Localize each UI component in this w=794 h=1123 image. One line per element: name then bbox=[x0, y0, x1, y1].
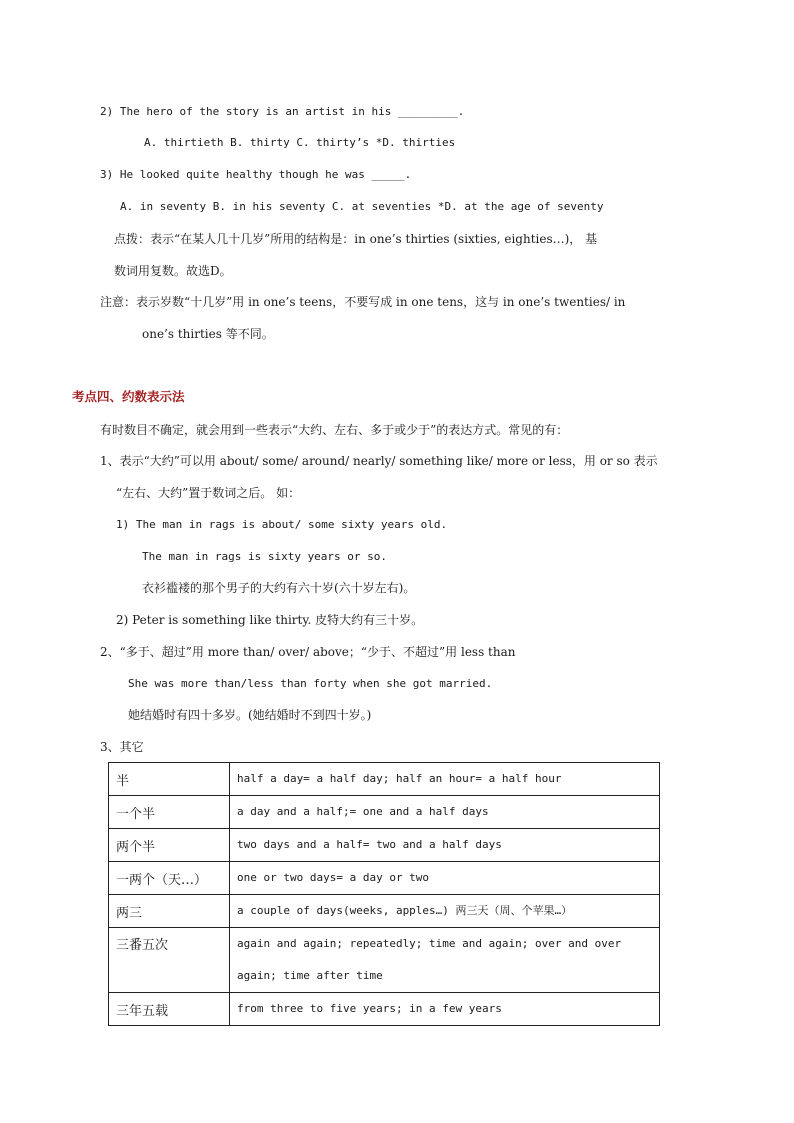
point-2-english: She was more than/less than forty when she got married. bbox=[128, 677, 493, 690]
table-term: 两三 bbox=[109, 895, 230, 928]
table-row bbox=[109, 763, 660, 796]
tip-line-1: 点拨：表示“在某人几十几岁”所用的结构是：in one’s thirties (sixties, eighties…)， 基 bbox=[114, 232, 598, 246]
example-1-english-1: 1) The man in rags is about/ some sixty years old. bbox=[116, 518, 448, 531]
point-1-line-2: “左右、大约”置于数词之后。 如： bbox=[116, 486, 301, 500]
table-row bbox=[109, 895, 660, 928]
table-expression: two days and a half= two and a half days bbox=[230, 829, 660, 862]
note-line-1: 注意：表示岁数“十几岁”用 in one’s teens，不要写成 in one tens，这与 in one’s twenties/ in bbox=[100, 295, 626, 309]
table-term: 一个半 bbox=[109, 796, 230, 829]
table-row bbox=[109, 796, 660, 829]
table-expression: from three to five years; in a few years bbox=[230, 993, 660, 1026]
question-3-text: 3) He looked quite healthy though he was _____. bbox=[100, 168, 412, 181]
table-expression bbox=[230, 928, 660, 993]
table-row bbox=[109, 829, 660, 862]
question-2-text: 2) The hero of the story is an artist in his _________. bbox=[100, 105, 465, 118]
question-2-options: A. thirtieth B. thirty C. thirty’s *D. thirties bbox=[144, 136, 456, 149]
table-expression: a couple of days(weeks, apples…) 两三天（周、个苹果…） bbox=[230, 895, 660, 928]
point-2-chinese: 她结婚时有四十多岁。(她结婚时不到四十岁。) bbox=[128, 708, 372, 722]
table-expression: one or two days= a day or two bbox=[230, 862, 660, 895]
table-expression-text: again and again; repeatedly; time and again; over and over again; time after time bbox=[237, 937, 622, 982]
approximate-numbers-table bbox=[108, 762, 660, 1026]
table-row bbox=[109, 862, 660, 895]
table-term: 两个半 bbox=[109, 829, 230, 862]
note-line-2: one’s thirties 等不同。 bbox=[142, 327, 274, 341]
point-1-line-1: 1、表示“大约”可以用 about/ some/ around/ nearly/ something like/ more or less，用 or so 表示 bbox=[100, 454, 658, 468]
tip-line-2: 数词用复数。故选D。 bbox=[114, 264, 232, 278]
question-3-options: A. in seventy B. in his seventy C. at seventies *D. at the age of seventy bbox=[120, 200, 604, 213]
point-3: 3、其它 bbox=[100, 740, 144, 754]
table-expression: half a day= a half day; half an hour= a half hour bbox=[230, 763, 660, 796]
table-row bbox=[109, 928, 660, 993]
example-2: 2) Peter is something like thirty. 皮特大约有三十岁。 bbox=[116, 613, 424, 627]
point-2: 2、“多于、超过”用 more than/ over/ above；“少于、不超过”用 less than bbox=[100, 645, 516, 659]
example-1-chinese: 衣衫褴褛的那个男子的大约有六十岁(六十岁左右)。 bbox=[142, 581, 416, 595]
table-expression: a day and a half;= one and a half days bbox=[230, 796, 660, 829]
table-term: 半 bbox=[109, 763, 230, 796]
example-1-english-2: The man in rags is sixty years or so. bbox=[142, 550, 388, 563]
section-heading: 考点四、约数表示法 bbox=[72, 389, 185, 404]
table-term: 一两个（天…） bbox=[109, 862, 230, 895]
table-term: 三年五载 bbox=[109, 993, 230, 1026]
table-term: 三番五次 bbox=[109, 928, 230, 993]
section-intro: 有时数目不确定，就会用到一些表示“大约、左右、多于或少于”的表达方式。常见的有： bbox=[100, 423, 569, 437]
table-row bbox=[109, 993, 660, 1026]
